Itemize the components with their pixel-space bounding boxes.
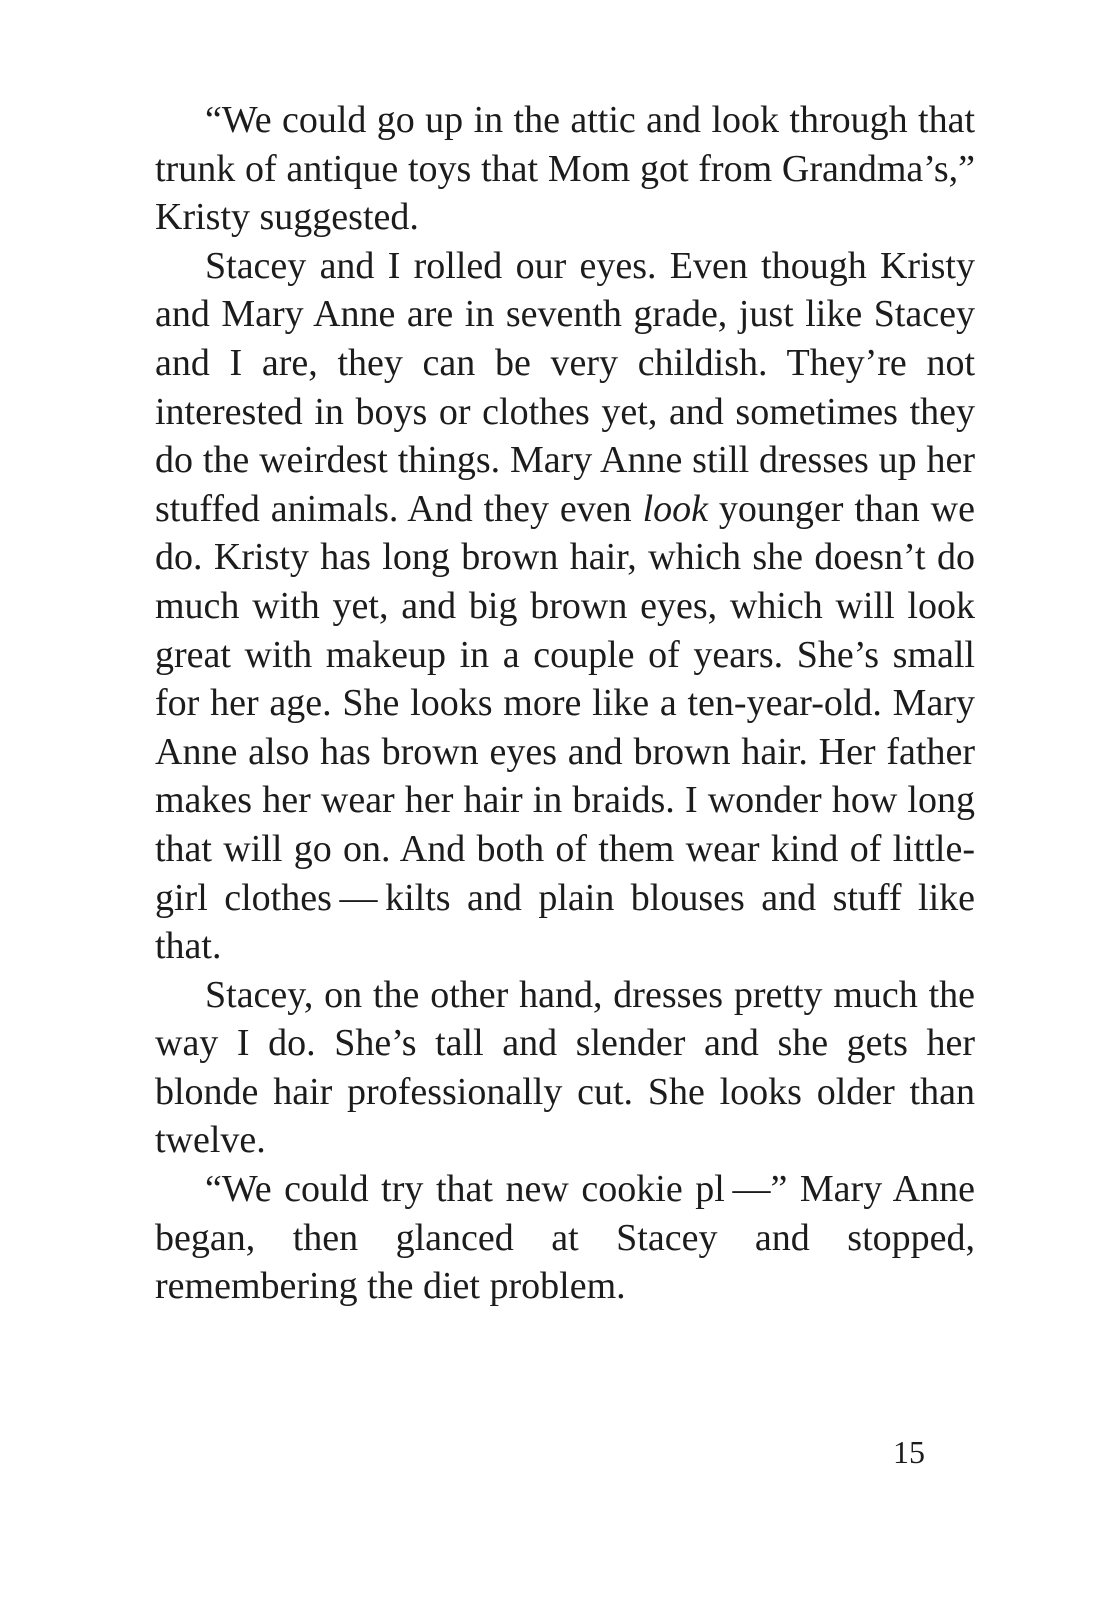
page-number: 15 bbox=[893, 1434, 925, 1470]
paragraph-2-text-b: younger than we do. Kristy has long brown hair, which she doesn’t do much with yet, and big brown eyes, which will look great with makeup in a couple of years. She’s small for her age. She looks more like a ten-year-old. Mary Anne also has brown eyes and brown hair. Her father makes her wear her hair in braids. I wonder how long that will go on. And both of them wear kind of little-girl clothes — kilts and plain blouses and stuff like that. bbox=[155, 487, 975, 968]
paragraph-4 bbox=[155, 1165, 975, 1311]
paragraph-3 bbox=[155, 971, 975, 1165]
paragraph-3-text: Stacey, on the other hand, dresses pretty much the way I do. She’s tall and slender and she gets her blonde hair professionally cut. She looks older than twelve. bbox=[155, 973, 975, 1162]
paragraph-2 bbox=[155, 242, 975, 971]
body-text bbox=[155, 96, 975, 1311]
paragraph-1-text: “We could go up in the attic and look through that trunk of antique toys that Mom got from Grandma’s,” Kristy suggested. bbox=[155, 99, 975, 239]
paragraph-1 bbox=[155, 96, 975, 242]
paragraph-2-italic-look: look bbox=[642, 487, 709, 530]
paragraph-4-text: “We could try that new cookie pl —” Mary Anne began, then glanced at Stacey and stopped, remembering the diet problem. bbox=[155, 1168, 975, 1308]
paragraph-2-text-a: Stacey and I rolled our eyes. Even though Kristy and Mary Anne are in seventh grade, just like Stacey and I are, they can be very childish. They’re not interested in boys or clothes yet, and sometimes they do the weirdest things. Mary Anne still dresses up her stuffed animals. And they even bbox=[155, 244, 975, 530]
